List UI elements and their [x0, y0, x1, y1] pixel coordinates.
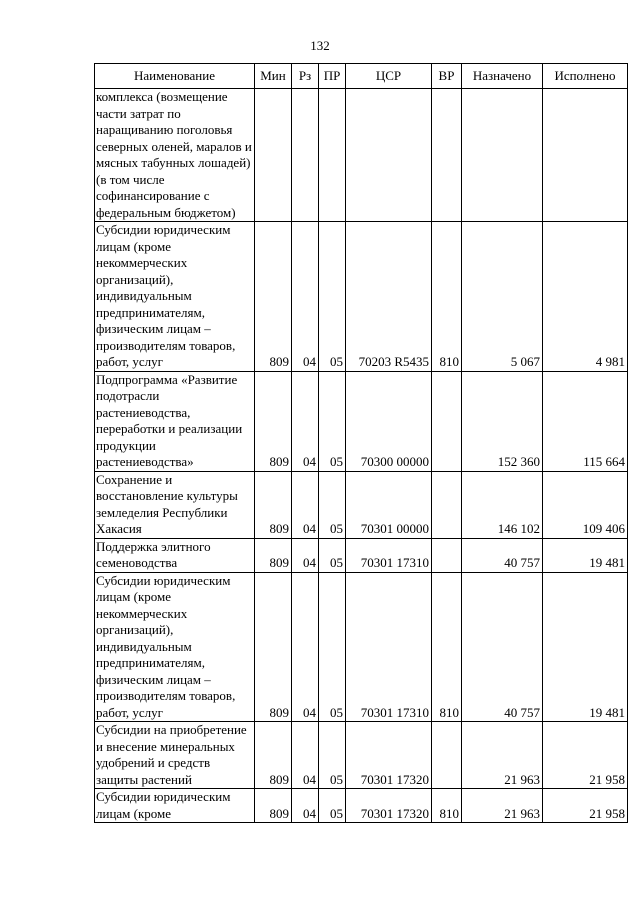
header-planned: Назначено [462, 64, 543, 89]
row-pr [319, 89, 346, 222]
row-pr: 05 [319, 722, 346, 789]
row-pr: 05 [319, 222, 346, 372]
row-min: 809 [255, 789, 292, 823]
header-min: Мин [255, 64, 292, 89]
row-rz: 04 [292, 572, 319, 722]
row-name: Субсидии юридическим лицам (кроме некоммерческих организаций), индивидуальным предпринимателям, физическим лицам – производителям товаров, работ, услуг [95, 572, 255, 722]
row-csr: 70301 17310 [346, 572, 432, 722]
table-row [95, 722, 628, 789]
row-executed: 21 958 [543, 789, 628, 823]
row-vr [432, 471, 462, 538]
table-row [95, 572, 628, 722]
header-csr: ЦСР [346, 64, 432, 89]
row-csr: 70300 00000 [346, 371, 432, 471]
row-executed: 21 958 [543, 722, 628, 789]
row-vr: 810 [432, 222, 462, 372]
row-vr: 810 [432, 572, 462, 722]
row-csr: 70301 17320 [346, 722, 432, 789]
row-rz [292, 89, 319, 222]
row-pr: 05 [319, 371, 346, 471]
page-number: 132 [310, 38, 330, 53]
table-row [95, 789, 628, 823]
row-executed [543, 89, 628, 222]
row-pr: 05 [319, 789, 346, 823]
row-vr [432, 538, 462, 572]
row-executed: 109 406 [543, 471, 628, 538]
header-rz: Рз [292, 64, 319, 89]
budget-table [94, 63, 628, 823]
row-rz: 04 [292, 538, 319, 572]
row-min: 809 [255, 471, 292, 538]
header-vr: ВР [432, 64, 462, 89]
row-planned [462, 89, 543, 222]
row-csr: 70203 R5435 [346, 222, 432, 372]
row-csr: 70301 00000 [346, 471, 432, 538]
row-min: 809 [255, 572, 292, 722]
row-vr: 810 [432, 789, 462, 823]
row-rz: 04 [292, 222, 319, 372]
row-vr [432, 89, 462, 222]
row-name: Подпрограмма «Развитие подотрасли растениеводства, переработки и реализации продукции растениеводства» [95, 371, 255, 471]
row-name: комплекса (возмещение части затрат по наращиванию поголовья северных оленей, маралов и мясных табунных лошадей) (в том числе софинансирование с федеральным бюджетом) [95, 89, 255, 222]
row-rz: 04 [292, 722, 319, 789]
row-name: Сохранение и восстановление культуры земледелия Республики Хакасия [95, 471, 255, 538]
row-executed: 19 481 [543, 572, 628, 722]
row-csr [346, 89, 432, 222]
row-executed: 115 664 [543, 371, 628, 471]
row-name: Субсидии на приобретение и внесение минеральных удобрений и средств защиты растений [95, 722, 255, 789]
row-pr: 05 [319, 471, 346, 538]
row-planned: 146 102 [462, 471, 543, 538]
row-planned: 40 757 [462, 572, 543, 722]
row-name: Поддержка элитного семеноводства [95, 538, 255, 572]
row-csr: 70301 17310 [346, 538, 432, 572]
row-min: 809 [255, 538, 292, 572]
row-csr: 70301 17320 [346, 789, 432, 823]
row-planned: 5 067 [462, 222, 543, 372]
row-min: 809 [255, 722, 292, 789]
row-vr [432, 371, 462, 471]
row-min: 809 [255, 222, 292, 372]
header-row [95, 64, 628, 89]
header-name: Наименование [95, 64, 255, 89]
row-planned: 152 360 [462, 371, 543, 471]
row-executed: 4 981 [543, 222, 628, 372]
row-planned: 40 757 [462, 538, 543, 572]
row-name: Субсидии юридическим лицам (кроме некоммерческих организаций), индивидуальным предпринимателям, физическим лицам – производителям товаров, работ, услуг [95, 222, 255, 372]
row-pr: 05 [319, 538, 346, 572]
row-planned: 21 963 [462, 789, 543, 823]
row-vr [432, 722, 462, 789]
row-min [255, 89, 292, 222]
table-row [95, 222, 628, 372]
table-row [95, 538, 628, 572]
row-rz: 04 [292, 371, 319, 471]
row-rz: 04 [292, 789, 319, 823]
row-min: 809 [255, 371, 292, 471]
row-name: Субсидии юридическим лицам (кроме [95, 789, 255, 823]
table-row [95, 471, 628, 538]
row-executed: 19 481 [543, 538, 628, 572]
table-row [95, 371, 628, 471]
header-executed: Исполнено [543, 64, 628, 89]
row-planned: 21 963 [462, 722, 543, 789]
row-pr: 05 [319, 572, 346, 722]
header-pr: ПР [319, 64, 346, 89]
table-row [95, 89, 628, 222]
row-rz: 04 [292, 471, 319, 538]
